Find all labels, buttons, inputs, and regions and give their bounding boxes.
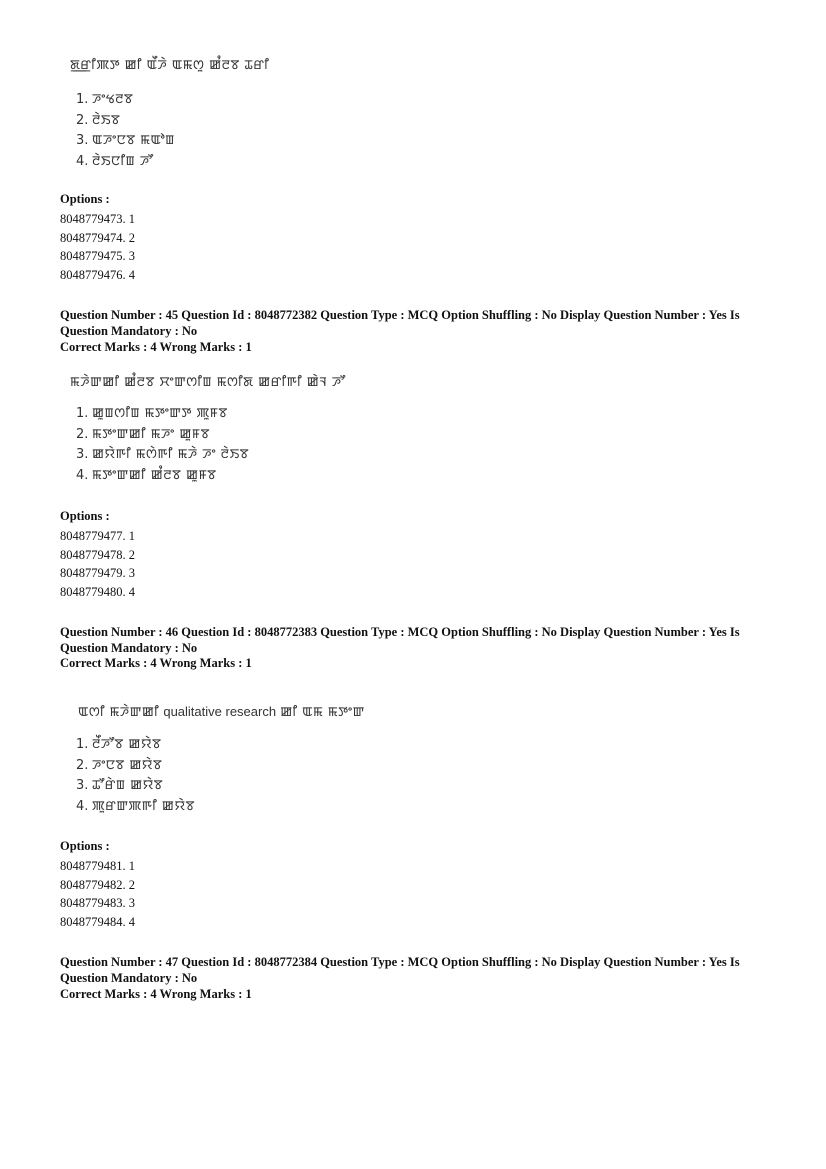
question-meta-line: Question Number : 45 Question Id : 8048772382 Question Type : MCQ Option Shuffling : No Display Question Number : Yes Is <box>60 308 740 322</box>
options-list <box>60 527 135 601</box>
question-image-stem <box>78 703 365 721</box>
options-list <box>60 857 135 931</box>
question-meta-line: Question Number : 46 Question Id : 8048772383 Question Type : MCQ Option Shuffling : No Display Question Number : Yes Is <box>60 625 740 639</box>
question-meta-line: Question Mandatory : No <box>60 640 198 655</box>
choice: 1. ꯀꯨꯡꯁꯤꯡ ꯃꯇꯦꯛꯇ ꯄꯨꯝꯕ <box>76 406 228 421</box>
choice: 2. ꯂꯥꯏꯕ <box>76 112 121 128</box>
stem-prefix: ꯑꯁꯤ ꯃꯍꯥꯛꯀꯤ <box>78 705 160 720</box>
choice: 4. ꯃꯇꯦꯛꯀꯤ ꯀꯪꯂꯕ ꯀꯨꯝꯕ <box>76 467 217 483</box>
option-item: 8048779483. 3 <box>60 896 135 910</box>
options-heading: Options : <box>60 509 110 523</box>
question-meta-line: Question Mandatory : No <box>60 970 198 985</box>
question-image-choices <box>76 90 175 172</box>
choice: 1. ꯍꯦꯠꯂꯕ <box>76 92 134 107</box>
question-meta-line: Question Mandatory : No <box>60 323 198 338</box>
question-marks: Correct Marks : 4 Wrong Marks : 1 <box>60 987 252 1001</box>
option-item: 8048779479. 3 <box>60 566 135 580</box>
choice: 2. ꯃꯇꯦꯛꯀꯤ ꯃꯍꯦ ꯀꯨꯝꯕ <box>76 426 210 442</box>
option-item: 8048779475. 3 <box>60 249 135 263</box>
option-item: 8048779481. 1 <box>60 859 135 873</box>
question-marks: Correct Marks : 4 Wrong Marks : 1 <box>60 656 252 670</box>
choice: 1. ꯂꯩꯍꯧꯕ ꯀꯌꯥꯕ <box>76 737 162 752</box>
choice: 3. ꯑꯍꯦꯅꯕ ꯃꯑꯣꯡ <box>76 133 175 148</box>
question-image-stem: ꯗ꯭ꯔꯤꯄꯇ ꯀꯤ ꯑꯩꯍꯥ ꯑꯃꯁꯨ ꯀꯪꯂꯕ ꯊꯔꯤ <box>70 58 270 73</box>
stem-suffix: ꯀꯤ ꯑꯃ ꯃꯇꯦꯛ <box>280 705 365 720</box>
question-image-choices <box>76 735 195 817</box>
option-item: 8048779478. 2 <box>60 547 135 562</box>
option-item: 8048779474. 2 <box>60 230 135 245</box>
option-item: 8048779480. 4 <box>60 584 135 599</box>
choice: 4. ꯂꯥꯏꯅꯤꯡ ꯍꯧ <box>76 153 154 169</box>
question-image-choices <box>76 404 249 486</box>
option-item: 8048779484. 4 <box>60 914 135 929</box>
option-item: 8048779482. 2 <box>60 877 135 892</box>
option-item: 8048779477. 1 <box>60 529 135 543</box>
question-meta <box>60 955 740 986</box>
choice: 4. ꯄꯨꯔꯛꯄꯒꯤ ꯀꯌꯥꯕ <box>76 798 195 814</box>
option-item: 8048779476. 4 <box>60 267 135 282</box>
option-item: 8048779473. 1 <box>60 212 135 226</box>
question-meta <box>60 308 740 339</box>
choice: 2. ꯍꯦꯅꯕ ꯀꯌꯥꯕ <box>76 757 163 773</box>
options-heading: Options : <box>60 839 110 853</box>
choice: 3. ꯊꯧꯔꯥꯡ ꯀꯌꯥꯕ <box>76 778 164 793</box>
question-image-stem: ꯃꯍꯥꯛꯀꯤ ꯀꯪꯂꯕ ꯆꯦꯛꯁꯤꯡ ꯃꯁꯤꯗ ꯀꯔꯤꯒꯤ ꯀꯥꯜ ꯍꯧ <box>70 375 346 390</box>
question-meta <box>60 625 740 656</box>
question-marks: Correct Marks : 4 Wrong Marks : 1 <box>60 340 252 354</box>
choice: 3. ꯀꯌꯥꯒꯤ ꯃꯁꯥꯒꯤ ꯃꯍꯥ ꯍꯦ ꯂꯥꯏꯕ <box>76 447 249 462</box>
stem-latin: qualitative research <box>163 704 277 719</box>
options-heading: Options : <box>60 192 110 206</box>
options-list <box>60 210 135 284</box>
question-meta-line: Question Number : 47 Question Id : 8048772384 Question Type : MCQ Option Shuffling : No Display Question Number : Yes Is <box>60 955 740 969</box>
